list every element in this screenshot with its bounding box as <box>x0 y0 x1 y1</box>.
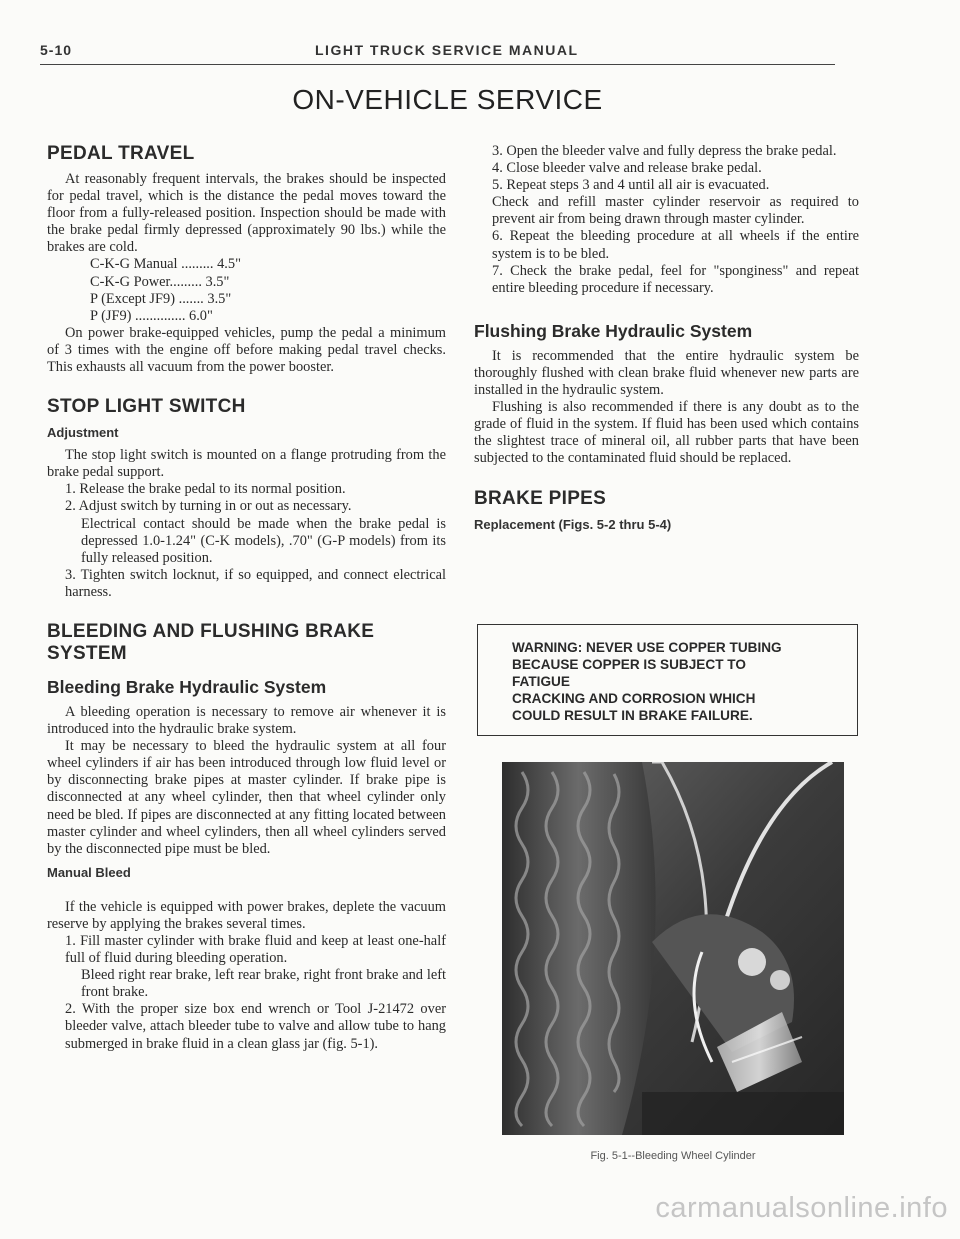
bleeding-step: 3. Open the bleeder valve and fully depress the brake pedal. <box>492 143 837 159</box>
bleeding-step: 5. Repeat steps 3 and 4 until all air is evacuated. <box>492 177 770 194</box>
section-title: ON-VEHICLE SERVICE <box>292 84 603 115</box>
flushing-paragraph: It is recommended that the entire hydraulic system be thoroughly flushed with clean brake fluid whenever new parts are installed in the hydraulic system. <box>474 347 859 399</box>
warning-line: FATIGUE <box>512 674 570 689</box>
flushing-paragraph: Flushing is also recommended if there is any doubt as to the grade of fluid in the system. If fluid has been used which contains the slightest trace of mineral oil, all rubber parts that have been subjected to the contaminated fluid should be replaced. <box>474 399 859 467</box>
page-number: 5-10 <box>40 42 73 58</box>
brake-pipes-heading: BRAKE PIPES <box>474 487 607 509</box>
watermark: carmanualsonline.info <box>655 1192 948 1224</box>
bleeding-wheel-cylinder-photo <box>502 762 844 1135</box>
bleeding-paragraph: A bleeding operation is necessary to remove air whenever it is introduced into the hydraulic brake system. <box>47 703 446 738</box>
bleeding-heading: BLEEDING AND FLUSHING BRAKE SYSTEM <box>47 620 375 664</box>
spec-line: P (Except JF9) ....... 3.5" <box>90 290 232 307</box>
right-column <box>474 143 859 539</box>
figure-caption: Fig. 5-1--Bleeding Wheel Cylinder <box>590 1150 756 1162</box>
warning-box <box>477 624 858 736</box>
warning-line: BECAUSE COPPER IS SUBJECT TO <box>512 657 746 672</box>
pedal-travel-heading: PEDAL TRAVEL <box>47 143 195 164</box>
stop-light-step: 1. Release the brake pedal to its normal position. <box>65 481 346 498</box>
warning-line: WARNING: NEVER USE COPPER TUBING <box>512 640 782 655</box>
left-column <box>47 143 446 1053</box>
stop-light-step: Electrical contact should be made when the brake pedal is depressed 1.0-1.24" (C-K models), .70" (G-P models) from its fully released position. <box>81 515 446 566</box>
spec-line: C-K-G Manual ......... 4.5" <box>90 256 241 273</box>
flushing-heading: Flushing Brake Hydraulic System <box>474 320 753 341</box>
bleeding-subheading: Bleeding Brake Hydraulic System <box>47 676 327 697</box>
warning-line: CRACKING AND CORROSION WHICH <box>512 691 756 706</box>
warning-line: COULD RESULT IN BRAKE FAILURE. <box>512 708 753 723</box>
stop-light-heading: STOP LIGHT SWITCH <box>47 396 246 418</box>
running-title: LIGHT TRUCK SERVICE MANUAL <box>315 42 579 58</box>
pedal-travel-paragraph: At reasonably frequent intervals, the brakes should be inspected for pedal travel, which is the distance the pedal moves toward the floor from a fully-released position. Inspection should be made with the brake pedal firmly depressed (approximately 90 lbs.) while the brakes are cold. <box>47 171 446 256</box>
bleeding-paragraph: If the vehicle is equipped with power brakes, deplete the vacuum reserve by applying the brakes several times. <box>47 898 446 932</box>
pedal-travel-specs <box>90 256 446 324</box>
replacement-subheading: Replacement (Figs. 5-2 thru 5-4) <box>474 516 672 532</box>
spec-line: C-K-G Power......... 3.5" <box>90 273 230 290</box>
manual-bleed-subheading: Manual Bleed <box>47 864 131 880</box>
bleeding-step: 6. Repeat the bleeding procedure at all wheels if the entire system is to be bled. <box>492 228 859 262</box>
bleeding-step: Check and refill master cylinder reservoir as required to prevent air from being drawn through master cylinder. <box>492 194 859 228</box>
stop-light-step: 3. Tighten switch locknut, if so equipped, and connect electrical harness. <box>65 566 446 600</box>
bleeding-step: 1. Fill master cylinder with brake fluid and keep at least one-half full of fluid during bleeding operation. <box>65 933 446 967</box>
bleeding-step: Bleed right rear brake, left rear brake, right front brake and left front brake. <box>81 967 446 1001</box>
page-header <box>40 38 835 65</box>
pedal-travel-paragraph: On power brake-equipped vehicles, pump the pedal a minimum of 3 times with the engine off before making pedal travel checks. This exhausts all vacuum from the power booster. <box>47 324 446 376</box>
stop-light-paragraph: The stop light switch is mounted on a flange protruding from the brake pedal support. <box>47 447 446 481</box>
bleeding-step: 4. Close bleeder valve and release brake pedal. <box>492 160 762 177</box>
warning-text <box>512 639 832 724</box>
bleeding-step: 2. With the proper size box end wrench or Tool J-21472 over bleeder valve, attach bleeder tube to valve and allow tube to hang submerged in brake fluid in a clean glass jar (fig. 5-1). <box>65 1001 446 1052</box>
adjustment-subheading: Adjustment <box>47 425 119 441</box>
bleeding-step: 7. Check the brake pedal, feel for "sponginess" and repeat entire bleeding procedure if necessary. <box>492 262 859 296</box>
stop-light-step: 2. Adjust switch by turning in or out as necessary. <box>65 498 352 515</box>
bleeding-paragraph: It may be necessary to bleed the hydraulic system at all four wheel cylinders if air has been introduced through low fluid level or by disconnecting brake pipes at master cylinder. If brake pipe is disconnected at any wheel cylinder, then that wheel cylinder only need be bled. If pipes are disconnected at any fitting located between master cylinder and wheel cylinders, then all wheel cylinders served by the disconnected pipe must be bled. <box>47 738 446 857</box>
spec-line: P (JF9) .............. 6.0" <box>90 307 213 324</box>
